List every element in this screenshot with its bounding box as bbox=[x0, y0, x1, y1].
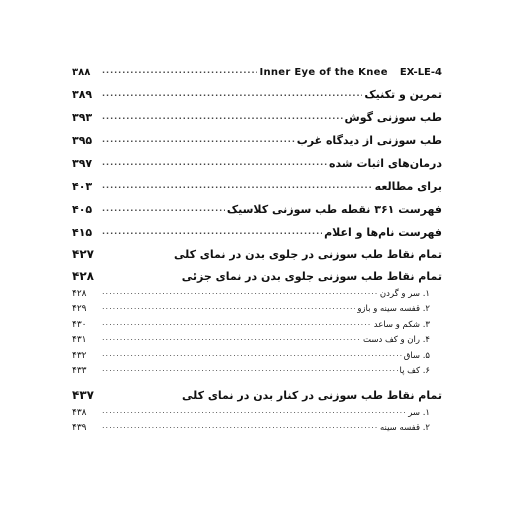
toc-entry-page: ۴۰۳ bbox=[72, 180, 93, 193]
toc-subentry-page: ۴۳۸ bbox=[72, 407, 87, 418]
toc-subentry[interactable] bbox=[72, 418, 442, 434]
table-of-contents bbox=[72, 56, 442, 433]
toc-subentry-page: ۴۲۹ bbox=[72, 304, 87, 314]
toc-section-heading[interactable] bbox=[72, 239, 442, 261]
toc-subentry-title: ۳. شکم و ساعد bbox=[373, 319, 430, 330]
leader-dots bbox=[102, 319, 372, 330]
toc-subentry[interactable] bbox=[72, 330, 442, 346]
toc-entry-title: برای مطالعه bbox=[374, 180, 442, 193]
leader-dots bbox=[102, 365, 398, 376]
leader-dots bbox=[102, 159, 327, 170]
toc-subentry[interactable] bbox=[72, 314, 442, 330]
toc-subentry-title: ۲. قفسه سینه bbox=[380, 423, 430, 433]
toc-section-title: تمام نقاط طب سوزنی در جلوی بدن در نمای کلی bbox=[173, 248, 442, 261]
toc-entry-title: فهرست نام‌ها و اعلام bbox=[324, 226, 442, 239]
toc-section-page: ۴۲۸ bbox=[72, 269, 94, 283]
toc-subentry-title: ۲. قفسه سینه و بازو bbox=[357, 304, 430, 314]
leader-dots bbox=[102, 182, 373, 193]
toc-subentry-title: ۴. ران و کف دست bbox=[363, 335, 430, 345]
toc-entry-title: طب سوزنی گوش bbox=[344, 111, 442, 124]
toc-entry-page: ۳۹۵ bbox=[72, 134, 93, 147]
toc-subentry-page: ۴۳۳ bbox=[72, 366, 87, 376]
leader-dots bbox=[102, 67, 257, 78]
toc-subentry-page: ۴۳۹ bbox=[72, 423, 87, 433]
toc-section-heading[interactable] bbox=[72, 380, 442, 402]
leader-dots bbox=[102, 350, 402, 361]
toc-entry[interactable] bbox=[72, 147, 442, 170]
toc-entry[interactable] bbox=[72, 170, 442, 193]
toc-entry-title: تمرین و تکنیک bbox=[364, 88, 442, 101]
leader-dots bbox=[102, 228, 322, 239]
toc-subentry-title: ۵. ساق bbox=[403, 350, 430, 361]
toc-entry-page: ۴۱۵ bbox=[72, 226, 93, 239]
toc-subentry-title: ۱. سر و گردن bbox=[379, 288, 430, 299]
toc-subentry-title: ۱. سر bbox=[408, 407, 430, 418]
toc-section-heading[interactable] bbox=[72, 261, 442, 283]
toc-section-title: تمام نقاط طب سوزنی در کنار بدن در نمای کلی bbox=[182, 389, 442, 402]
toc-subentry[interactable] bbox=[72, 402, 442, 418]
leader-dots bbox=[102, 422, 378, 433]
toc-subentry[interactable] bbox=[72, 283, 442, 299]
leader-dots bbox=[102, 90, 362, 101]
leader-dots bbox=[102, 303, 355, 314]
toc-entry-page: ۴۰۵ bbox=[72, 203, 93, 216]
toc-subentry[interactable] bbox=[72, 361, 442, 377]
leader-dots bbox=[102, 407, 406, 418]
leader-dots bbox=[102, 136, 295, 147]
toc-entry-page: ۳۸۹ bbox=[72, 88, 93, 101]
toc-entry-page: ۳۹۳ bbox=[72, 111, 93, 124]
toc-entry-title: Inner Eye of the Knee bbox=[259, 67, 388, 78]
toc-section-page: ۴۲۷ bbox=[72, 247, 94, 261]
toc-entry[interactable] bbox=[72, 193, 442, 216]
toc-subentry[interactable] bbox=[72, 345, 442, 361]
leader-dots bbox=[102, 288, 378, 299]
toc-entry[interactable] bbox=[72, 56, 442, 78]
toc-entry-code: EX-LE-4 bbox=[399, 67, 442, 78]
leader-dots bbox=[102, 205, 225, 216]
toc-entry-page: ۳۸۸ bbox=[72, 67, 91, 78]
toc-entry[interactable] bbox=[72, 101, 442, 124]
toc-subentry-page: ۴۳۱ bbox=[72, 335, 87, 345]
toc-section-title: تمام نقاط طب سوزنی جلوی بدن در نمای جزئی bbox=[181, 270, 442, 283]
toc-entry-title: درمان‌های اثبات شده bbox=[328, 157, 442, 170]
toc-entry-title: طب سوزنی از دیدگاه غرب bbox=[296, 134, 442, 147]
toc-entry-page: ۳۹۷ bbox=[72, 157, 93, 170]
toc-subentry-page: ۴۳۲ bbox=[72, 350, 87, 361]
toc-subentry-page: ۴۲۸ bbox=[72, 288, 87, 299]
toc-entry-title: فهرست ۳۶۱ نقطه طب سوزنی کلاسیک bbox=[226, 203, 442, 216]
toc-entry[interactable] bbox=[72, 78, 442, 101]
toc-subentry-page: ۴۳۰ bbox=[72, 319, 87, 330]
toc-entry[interactable] bbox=[72, 216, 442, 239]
toc-subentry[interactable] bbox=[72, 299, 442, 315]
toc-subentry-title: ۶. کف پا bbox=[399, 366, 430, 376]
toc-section-page: ۴۳۷ bbox=[72, 388, 94, 402]
toc-entry[interactable] bbox=[72, 124, 442, 147]
leader-dots bbox=[102, 334, 361, 345]
leader-dots bbox=[102, 113, 343, 124]
